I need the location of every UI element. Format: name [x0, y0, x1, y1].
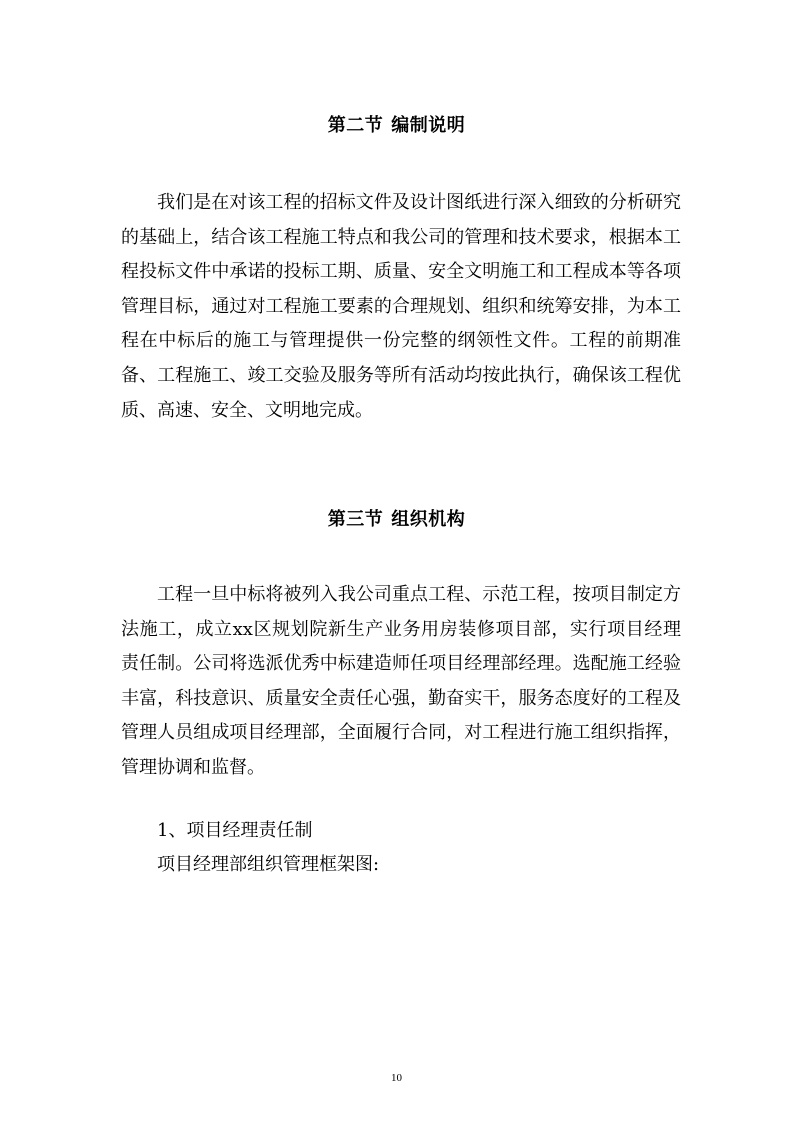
section-3-heading [0, 505, 793, 531]
section-3-title: 组织机构 [391, 509, 466, 530]
section-2-number: 第二节 [327, 115, 384, 136]
list-item-project-manager-responsibility: 1、项目经理责任制 [157, 820, 313, 841]
section-2-heading [0, 111, 793, 137]
section-2-title: 编制说明 [391, 115, 466, 136]
section-3-paragraph: 工程一旦中标将被列入我公司重点工程、示范工程，按项目制定方法施工，成立xx区规划院新生产业务用房装修项目部，实行项目经理责任制。公司将选派优秀中标建造师任项目经理部经理。选配施工经验丰富，科技意识、质量安全责任心强，勤奋实干，服务态度好的工程及管理人员组成项目经理部，全面履行合同，对工程进行施工组织指挥，管理协调和监督。 [121, 584, 681, 778]
org-chart-caption: 项目经理部组织管理框架图: [157, 854, 380, 875]
page-number: 10 [391, 1072, 402, 1084]
section-3-number: 第三节 [327, 509, 384, 530]
section-2-paragraph: 我们是在对该工程的招标文件及设计图纸进行深入细致的分析研究的基础上，结合该工程施工特点和我公司的管理和技术要求，根据本工程投标文件中承诺的投标工期、质量、安全文明施工和工程成本等各项管理目标，通过对工程施工要素的合理规划、组织和统筹安排，为本工程在中标后的施工与管理提供一份完整的纲领性文件。工程的前期准备、工程施工、竣工交验及服务等所有活动均按此执行，确保该工程优质、高速、安全、文明地完成。 [121, 192, 681, 421]
